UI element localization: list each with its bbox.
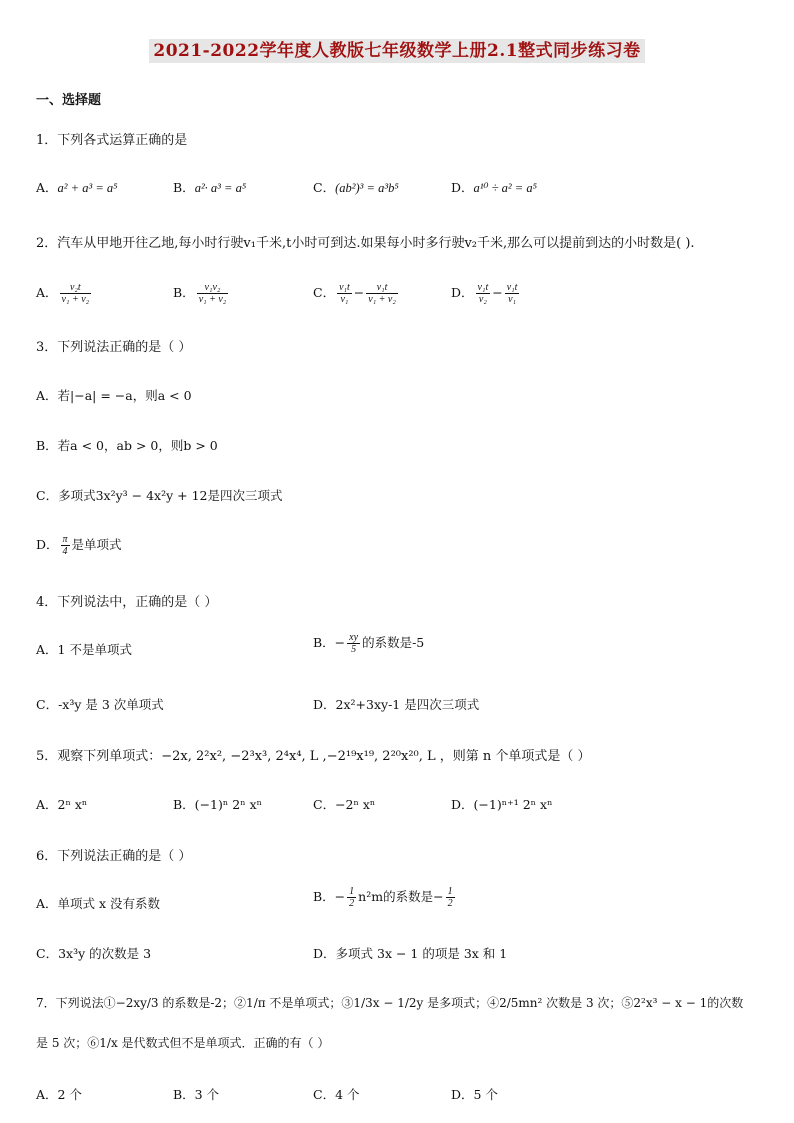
question-4-option-c: C．-x³y 是 3 次单项式 [36,697,164,712]
question-3-option-c: C．多项式3x²y³ − 4x²y + 12是四次三项式 [36,488,283,503]
section-heading: 一、选择题 [36,93,102,108]
question-4-option-a: A．1 不是单项式 [36,642,132,657]
question-6-option-c: C．3x³y 的次数是 3 [36,946,152,961]
question-2-option-b: B． $\frac{\text{v₁v₂}}{\text{v₁ + v₂}}$ [173,282,227,305]
question-7-option-b: B．3 个 [173,1087,220,1102]
question-1-stem: 1．下列各式运算正确的是 [36,133,188,148]
question-6-option-b: B．− $\frac{1}{2}$ n²m的系数是− $\frac{1}{2}$ [313,886,453,909]
question-5-option-a: A．2ⁿ xⁿ [36,797,88,812]
question-3-option-b: B．若a < 0，ab > 0，则b > 0 [36,438,218,453]
question-7-option-d: D．5 个 [451,1087,498,1102]
question-3-option-d: D． $\frac{\pi}{4}$ 是单项式 [36,534,122,557]
question-5-option-d: D．(−1)ⁿ⁺¹ 2ⁿ xⁿ [451,797,553,812]
question-6-stem: 6．下列说法正确的是（ ） [36,849,192,864]
question-4-stem: 4．下列说法中，正确的是（ ） [36,595,218,610]
question-1-option-d: D．a¹⁰ ÷ a² = a⁵ [451,180,537,195]
question-3-stem: 3．下列说法正确的是（ ） [36,340,192,355]
question-7-stem-line-1: 7．下列说法①−2xy/3 的系数是-2；②1/π 不是单项式；③1/3x − 1/2y 是多项式；④2/5mn² 次数是 3 次；⑤2²x³ − x − 1的次数 [36,996,744,1010]
question-4-option-d: D．2x²+3xy-1 是四次三项式 [313,697,480,712]
question-6-option-d: D．多项式 3x − 1 的项是 3x 和 1 [313,946,508,961]
question-5-stem: 5．观察下列单项式：−2x, 2²x², −2³x³, 2⁴x⁴, L ,−2¹⁹x¹⁹, 2²⁰x²⁰, L ，则第 n 个单项式是（ ） [36,749,591,764]
question-7-option-c: C．4 个 [313,1087,360,1102]
question-3-option-a: A．若|−a| = −a，则a < 0 [36,388,192,403]
document-title-text: 2021-2022学年度人教版七年级数学上册2.1整式同步练习卷 [149,39,644,63]
question-6-option-a: A．单项式 x 没有系数 [36,896,161,911]
question-7-stem-line-2: 是 5 次；⑥1/x 是代数式但不是单项式．正确的有（ ） [36,1036,330,1050]
question-5-option-b: B．(−1)ⁿ 2ⁿ xⁿ [173,797,263,812]
question-2-option-d: D． $\frac{\text{v₁t}}{\text{v₂}}$ − $\frac{\text{v₁t}}{\text{v₁}}$ [451,282,518,305]
question-5-option-c: C．−2ⁿ xⁿ [313,797,376,812]
question-1-option-b: B．a²· a³ = a⁵ [173,180,247,195]
document-title [0,36,794,61]
question-2-option-a: A． $\frac{\text{v₂t}}{\text{v₁ + v₂}}$ [36,282,90,305]
question-2-option-c: C． $\frac{\text{v₁t}}{\text{v₁}}$ − $\frac{\text{v₁t}}{\text{v₁ + v₂}}$ [313,282,396,305]
question-1-option-c: C．(ab²)³ = a³b⁵ [313,180,399,195]
question-2-stem: 2．汽车从甲地开往乙地,每小时行驶v₁千米,t小时可到达.如果每小时多行驶v₂千米,那么可以提前到达的小时数是( ). [36,236,695,251]
question-7-option-a: A．2 个 [36,1087,82,1102]
question-4-option-b: B．− $\frac{xy}{5}$ 的系数是-5 [313,632,425,655]
question-1-option-a: A．a² + a³ = a⁵ [36,180,118,195]
